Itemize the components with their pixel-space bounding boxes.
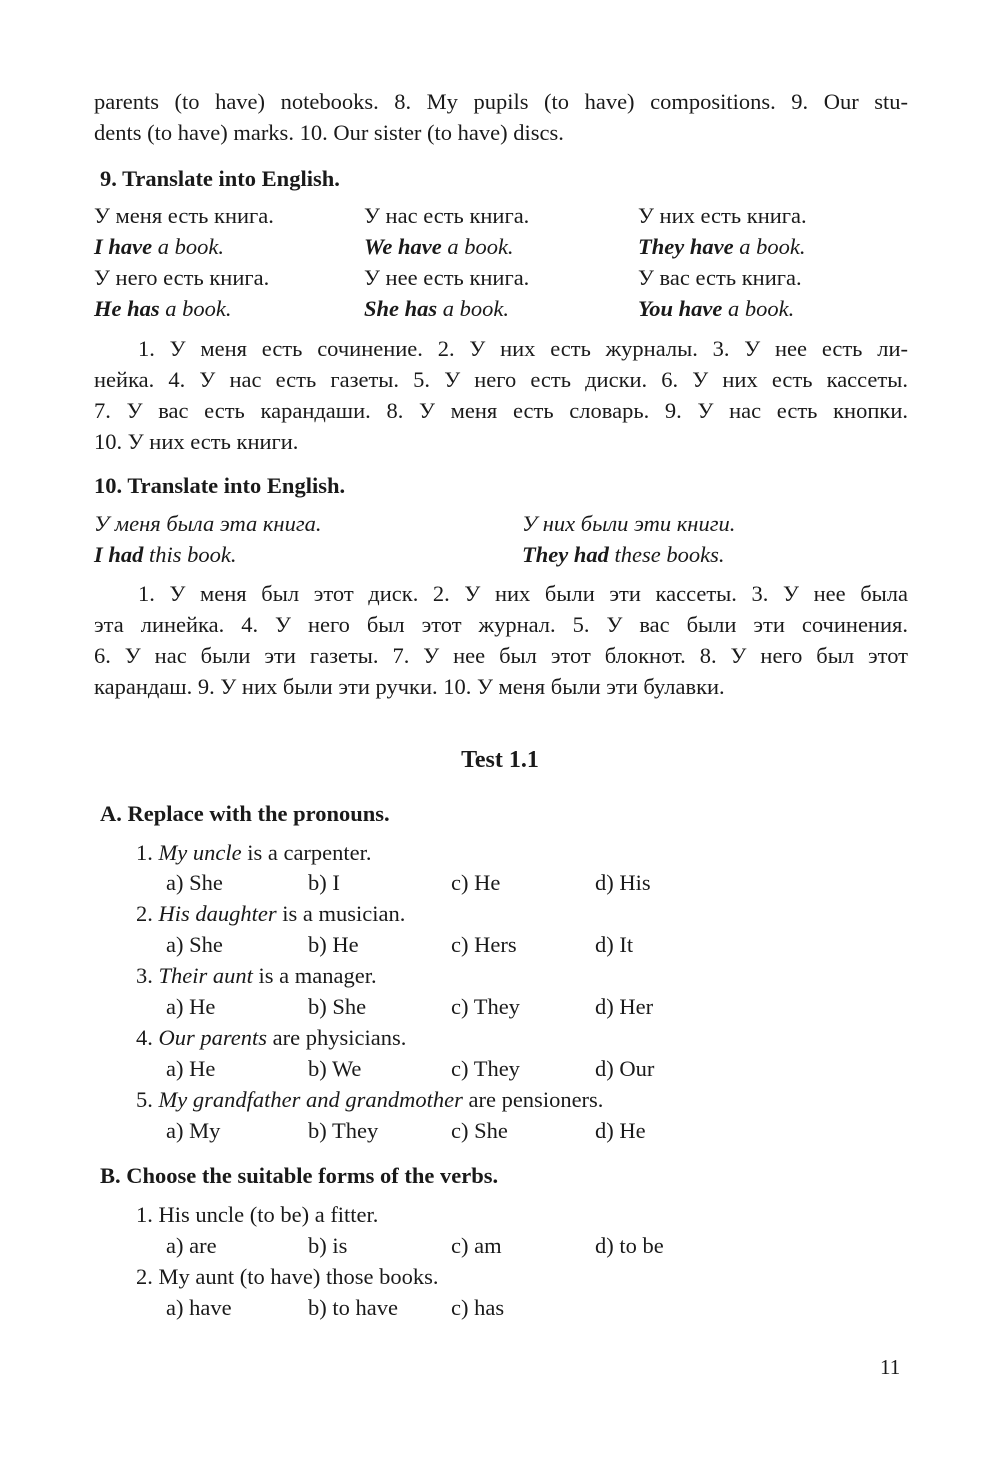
question-number: 4.: [136, 1025, 159, 1050]
ex9-example-ru: У него есть книга.: [94, 265, 270, 290]
option: d) Our: [595, 1056, 655, 1081]
ex10-example-ru: У них были эти книги.: [522, 511, 736, 536]
question-subject: His daughter: [158, 901, 277, 926]
option: b) to have: [308, 1295, 398, 1320]
ex9-example-en-bold: They have: [638, 234, 734, 259]
option: b) She: [308, 994, 367, 1019]
ex9-example-en-bold: He has: [94, 296, 160, 321]
option: c) has: [451, 1295, 505, 1320]
ex10-example-en-rest: this book.: [143, 542, 237, 567]
ex9-example-en-bold: She has: [364, 296, 438, 321]
ex10-example-ru: У меня была эта книга.: [94, 511, 322, 536]
question: [136, 1023, 406, 1053]
option: c) am: [451, 1233, 502, 1258]
option: c) Hers: [451, 932, 517, 957]
option: a) My: [166, 1118, 221, 1143]
question-number: 2.: [136, 901, 159, 926]
option: c) She: [451, 1118, 508, 1143]
option: d) His: [595, 870, 651, 895]
option: c) They: [451, 1056, 520, 1081]
question-rest: is a carpenter.: [241, 840, 372, 865]
ex9-example-en: [638, 294, 794, 324]
exercise-10-heading: 10. Translate into English.: [94, 473, 346, 498]
ex9-example-en-bold: We have: [364, 234, 442, 259]
page-number: 11: [880, 1355, 901, 1379]
ex10-example-en: [522, 540, 724, 570]
ex9-text-line: нейка. 4. У нас есть газеты. 5. У него есть диски. 6. У них есть кассеты.: [94, 367, 908, 392]
option: d) It: [595, 932, 634, 957]
question-number: 1.: [136, 840, 159, 865]
ex10-example-en-bold: They had: [522, 542, 609, 567]
question-subject: Their aunt: [158, 963, 253, 988]
question-subject: My grandfather and grandmother: [158, 1087, 463, 1112]
question-number: 3.: [136, 963, 159, 988]
option: a) She: [166, 870, 223, 895]
question-rest: are physicians.: [267, 1025, 407, 1050]
option: d) to be: [595, 1233, 664, 1258]
question-subject: My uncle: [158, 840, 242, 865]
question: 1. His uncle (to be) a fitter.: [136, 1202, 379, 1227]
question-subject: Our parents: [158, 1025, 268, 1050]
question: [136, 961, 377, 991]
ex10-example-en-rest: these books.: [608, 542, 725, 567]
ex10-example-en: [94, 540, 237, 570]
ex9-text-line: 7. У вас есть карандаши. 8. У меня есть словарь. 9. У нас есть кнопки.: [94, 398, 908, 423]
option: c) He: [451, 870, 501, 895]
ex9-text-line: 1. У меня есть сочинение. 2. У них есть журналы. 3. У нее есть ли-: [138, 336, 908, 361]
option: b) They: [308, 1118, 379, 1143]
option: a) have: [166, 1295, 232, 1320]
option: d) Her: [595, 994, 654, 1019]
ex9-example-en-rest: a book.: [437, 296, 510, 321]
exercise-9-heading: 9. Translate into English.: [100, 166, 340, 191]
question-rest: is a musician.: [276, 901, 406, 926]
ex9-example-en: [94, 232, 224, 262]
ex10-text-line: карандаш. 9. У них были эти ручки. 10. У меня были эти булавки.: [94, 674, 725, 699]
ex9-example-ru: У вас есть книга.: [638, 265, 802, 290]
option: b) We: [308, 1056, 362, 1081]
question: [136, 1085, 603, 1115]
ex9-example-en: [638, 232, 805, 262]
ex9-example-en-rest: a book.: [722, 296, 795, 321]
ex9-example-en-rest: a book.: [733, 234, 806, 259]
ex9-example-en-bold: You have: [638, 296, 723, 321]
question-rest: is a manager.: [252, 963, 377, 988]
option: d) He: [595, 1118, 646, 1143]
ex9-example-en: [94, 294, 232, 324]
question: [136, 899, 405, 929]
question-rest: are pensioners.: [462, 1087, 604, 1112]
ex9-text-line: 10. У них есть книги.: [94, 429, 299, 454]
section-a-heading: A. Replace with the pronouns.: [100, 801, 390, 826]
ex9-example-ru: У них есть книга.: [638, 203, 807, 228]
ex9-example-en: [364, 232, 514, 262]
ex9-example-ru: У нас есть книга.: [364, 203, 530, 228]
option: a) are: [166, 1233, 217, 1258]
ex10-text-line: эта линейка. 4. У него был этот журнал. 5. У вас были эти сочинения.: [94, 612, 908, 637]
option: a) He: [166, 994, 216, 1019]
question: 2. My aunt (to have) those books.: [136, 1264, 439, 1289]
option: a) She: [166, 932, 223, 957]
question-number: 5.: [136, 1087, 159, 1112]
ex9-example-en-rest: a book.: [441, 234, 514, 259]
intro-line-2: dents (to have) marks. 10. Our sister (to have) discs.: [94, 120, 564, 145]
test-title: Test 1.1: [461, 747, 539, 773]
ex10-text-line: 1. У меня был этот диск. 2. У них были эти кассеты. 3. У нее была: [138, 581, 908, 606]
ex10-text-line: 6. У нас были эти газеты. 7. У нее был этот блокнот. 8. У него был этот: [94, 643, 908, 668]
ex9-example-en: [364, 294, 509, 324]
ex9-example-en-rest: a book.: [159, 296, 232, 321]
option: a) He: [166, 1056, 216, 1081]
option: c) They: [451, 994, 520, 1019]
intro-line-1: parents (to have) notebooks. 8. My pupils (to have) compositions. 9. Our stu-: [94, 89, 908, 114]
ex10-example-en-bold: I had: [94, 542, 144, 567]
ex9-example-ru: У меня есть книга.: [94, 203, 274, 228]
section-b-heading: B. Choose the suitable forms of the verbs.: [100, 1163, 499, 1188]
option: b) He: [308, 932, 359, 957]
ex9-example-en-rest: a book.: [152, 234, 224, 259]
option: b) I: [308, 870, 340, 895]
option: b) is: [308, 1233, 348, 1258]
ex9-example-en-bold: I have: [94, 234, 153, 259]
ex9-example-ru: У нее есть книга.: [364, 265, 530, 290]
question: [136, 838, 372, 868]
